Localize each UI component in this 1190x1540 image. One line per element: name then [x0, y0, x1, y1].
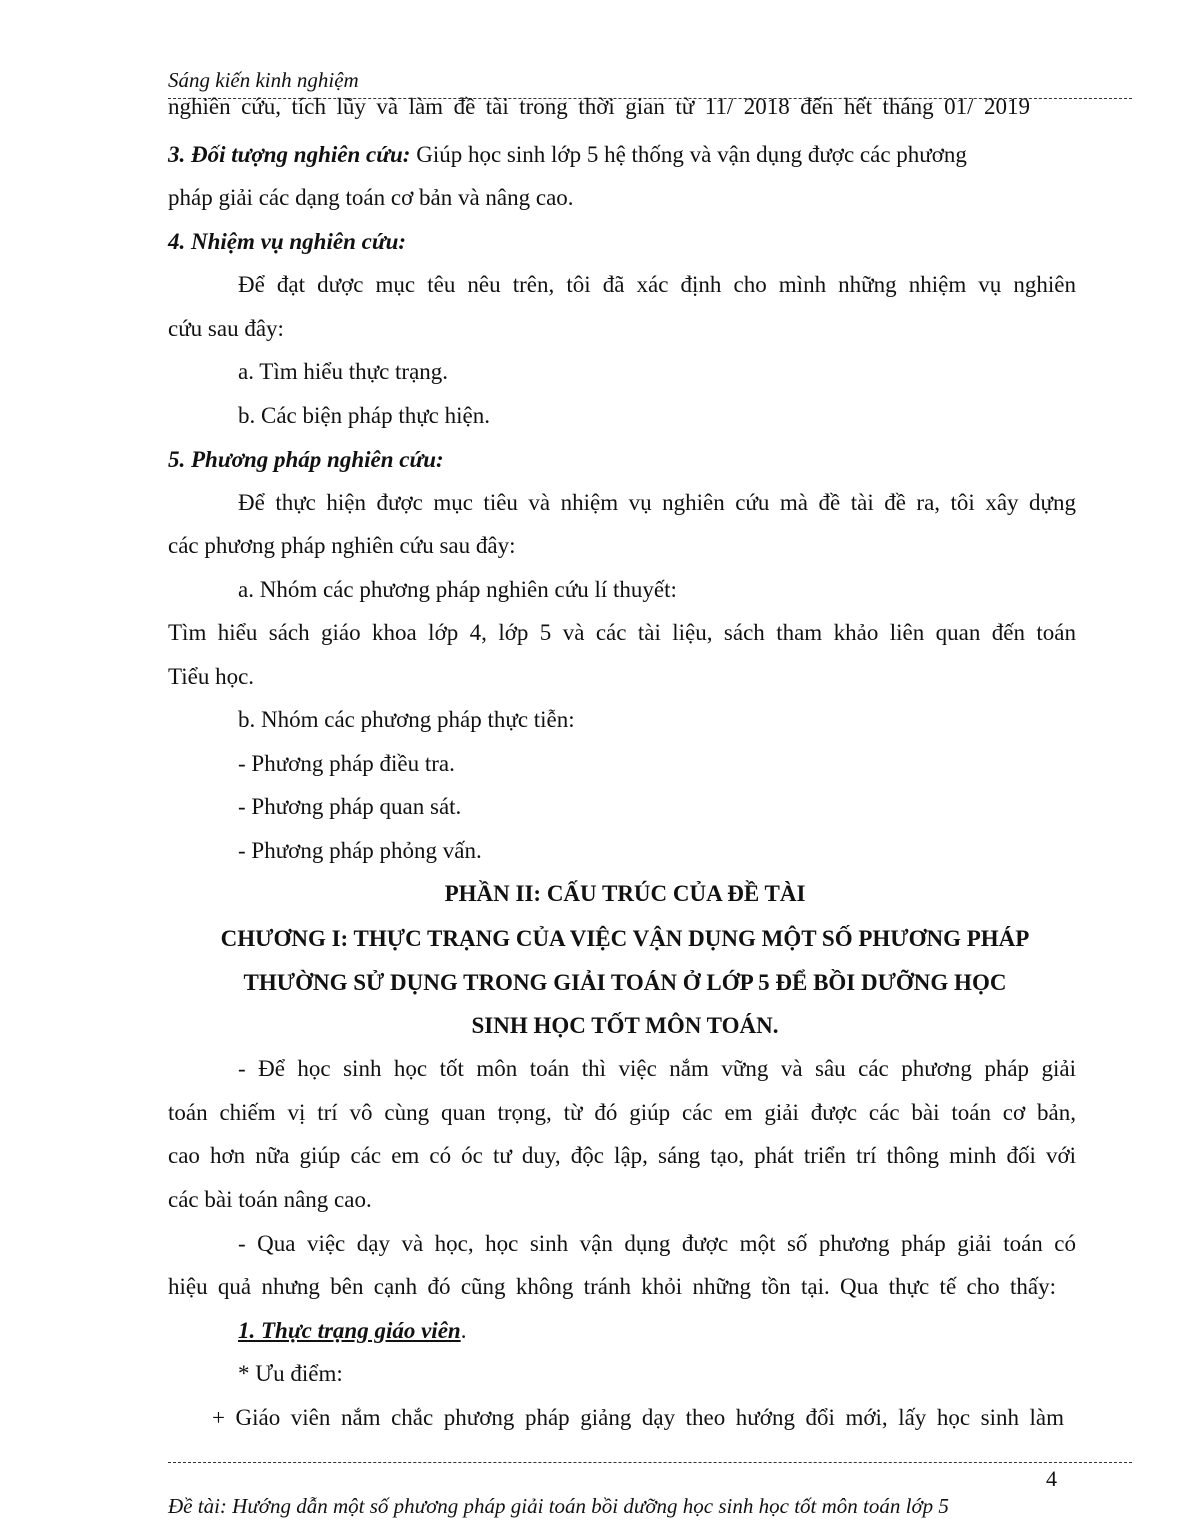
- body-line: - Để học sinh học tốt môn toán thì việc nắm vững và sâu các phương pháp giải: [238, 1056, 1076, 1081]
- body-line: toán chiếm vị trí vô cùng quan trọng, từ đó giúp các em giải được các bài toán cơ bản,: [168, 1100, 1076, 1125]
- body-line: Để thực hiện được mục tiêu và nhiệm vụ nghiên cứu mà đề tài đề ra, tôi xây dựng: [238, 490, 1076, 515]
- chapter-1-heading: THƯỜNG SỬ DỤNG TRONG GIẢI TOÁN Ở LỚP 5 ĐỂ BỒI DƯỠNG HỌC: [243, 970, 1007, 995]
- header-title: Sáng kiến kinh nghiệm: [168, 68, 359, 92]
- footer-divider: [168, 1462, 1132, 1463]
- body-line: các bài toán nâng cao.: [168, 1187, 372, 1212]
- subsection-1-title: 1. Thực trạng giáo viên: [238, 1318, 461, 1343]
- body-line: Để đạt dược mục têu nêu trên, tôi đã xác định cho mình những nhiệm vụ nghiên: [238, 272, 1076, 297]
- section-3: [168, 140, 1076, 170]
- section-4-title: 4. Nhiệm vụ nghiên cứu:: [168, 229, 407, 254]
- body-line: Tiểu học.: [168, 664, 255, 689]
- body-line: các phương pháp nghiên cứu sau đây:: [168, 533, 516, 558]
- body-line: - Qua việc dạy và học, học sinh vận dụng được một số phương pháp giải toán có: [238, 1231, 1076, 1256]
- subsection-1-dot: .: [460, 1318, 467, 1343]
- list-item: a. Tìm hiểu thực trạng.: [238, 359, 449, 384]
- body-line: pháp giải các dạng toán cơ bản và nâng cao.: [168, 185, 574, 210]
- body-line: nghiên cứu, tích lũy và làm đề tài trong thời gian từ 11/ 2018 đến hết tháng 01/ 2019: [168, 94, 1030, 119]
- body-line: hiệu quả nhưng bên cạnh đó cũng không tránh khỏi những tồn tại. Qua thực tế cho thấy:: [168, 1274, 1056, 1299]
- section-3-title: 3. Đối tượng nghiên cứu:: [168, 142, 411, 167]
- chapter-1-heading: SINH HỌC TỐT MÔN TOÁN.: [471, 1013, 779, 1038]
- part-2-heading: PHẦN II: CẤU TRÚC CỦA ĐỀ TÀI: [444, 881, 806, 906]
- list-item: - Phương pháp điều tra.: [238, 751, 455, 776]
- chapter-1-heading: CHƯƠNG I: THỰC TRẠNG CỦA VIỆC VẬN DỤNG MỘT SỐ PHƯƠNG PHÁP: [220, 926, 1030, 951]
- body-line: + Giáo viên nắm chắc phương pháp giảng dạy theo hướng đổi mới, lấy học sinh làm: [212, 1405, 1064, 1430]
- subsection-1: [238, 1316, 466, 1346]
- section-5-title: 5. Phương pháp nghiên cứu:: [168, 447, 444, 472]
- list-item: - Phương pháp phỏng vấn.: [238, 838, 482, 863]
- list-item: b. Các biện pháp thực hiện.: [238, 403, 490, 428]
- section-3-text: Giúp học sinh lớp 5 hệ thống và vận dụng được các phương: [410, 142, 967, 167]
- body-line: Tìm hiểu sách giáo khoa lớp 4, lớp 5 và các tài liệu, sách tham khảo liên quan đến toán: [168, 620, 1076, 645]
- list-item: a. Nhóm các phương pháp nghiên cứu lí thuyết:: [238, 577, 677, 602]
- list-item: * Ưu điểm:: [238, 1361, 343, 1386]
- body-line: cứu sau đây:: [168, 316, 284, 341]
- body-line: cao hơn nữa giúp các em có óc tư duy, độc lập, sáng tạo, phát triển trí thông minh đối với: [168, 1143, 1076, 1168]
- list-item: - Phương pháp quan sát.: [238, 794, 462, 819]
- list-item: b. Nhóm các phương pháp thực tiễn:: [238, 707, 575, 732]
- page-number: 4: [1046, 1466, 1057, 1491]
- footer-topic: Đề tài: Hướng dẫn một số phương pháp giải toán bồi dưỡng học sinh học tốt môn toán lớp 5: [168, 1494, 949, 1518]
